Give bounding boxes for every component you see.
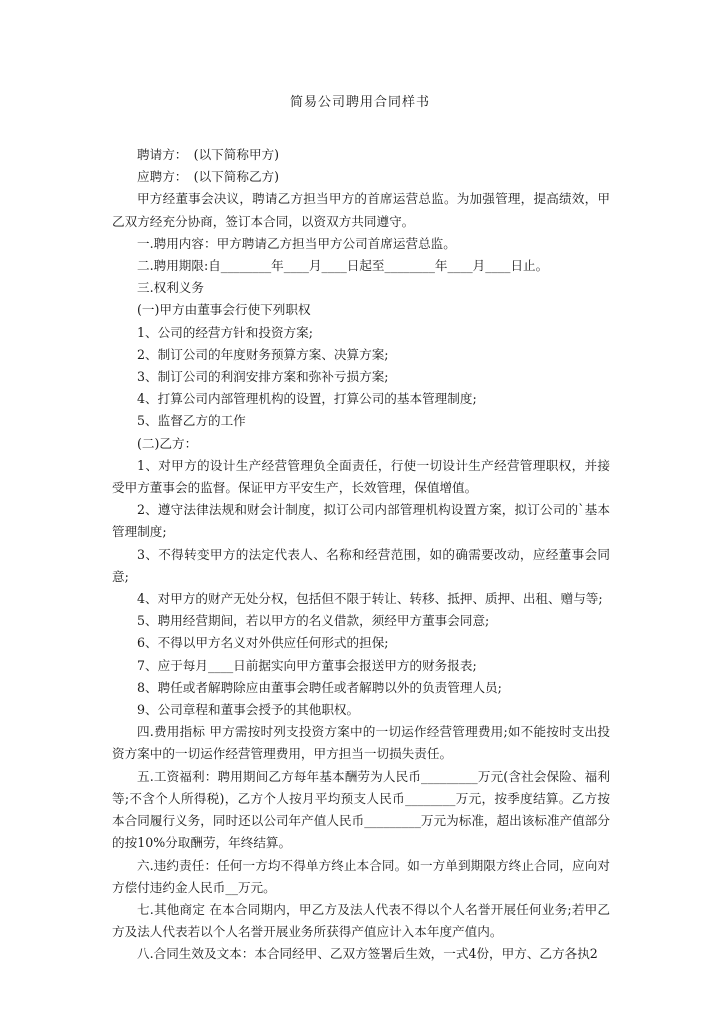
paragraph-b-item-3: 3、不得转变甲方的法定代表人、名称和经营范围，如的确需要改动，应经董事会同意; [112, 546, 610, 584]
paragraph-a-item-3: 3、制订公司的利润安排方案和弥补亏损方案; [137, 369, 389, 385]
paragraph-section-2: 二.聘用期限:自________年____月____日起至________年____月____日止。 [137, 258, 549, 274]
paragraph-section-6: 六.违约责任：任何一方均不得单方终止本合同。如一方单到期限方终止合同，应向对方偿付违约金人民币__万元。 [112, 857, 610, 895]
paragraph-subsection-a: (一)甲方由董事会行使下列职权 [137, 302, 311, 318]
paragraph-section-5: 五.工资福利：聘用期间乙方每年基本酬劳为人民币_________万元(含社会保险、福利等;不含个人所得税)，乙方个人按月平均预支人民币________万元，按季度结算。乙方按本合同履行义务，同时还以公司年产值人民币_________万元为标准，超出该标准产值部分的按10%分取酬劳，年终结算。 [112, 768, 610, 851]
paragraph-a-item-4: 4、打算公司内部管理机构的设置，打算公司的基本管理制度; [137, 391, 477, 407]
paragraph-section-8: 八.合同生效及文本：本合同经甲、乙双方签署后生效，一式4份，甲方、乙方各执2 [137, 946, 598, 962]
paragraph-b-item-7: 7、应于每月____日前据实向甲方董事会报送甲方的财务报表; [137, 657, 477, 673]
paragraph-b-item-1: 1、对甲方的设计生产经营管理负全面责任，行使一切设计生产经营管理职权，并接受甲方董事会的监督。保证甲方平安生产，长效管理，保值增值。 [112, 457, 610, 496]
paragraph-subsection-b: (二)乙方： [137, 435, 198, 451]
paragraph-b-item-2: 2、遵守法律法规和财会计制度，拟订公司内部管理机构设置方案，拟订公司的`基本管理制度; [112, 502, 610, 540]
paragraph-b-item-6: 6、不得以甲方名义对外供应任何形式的担保; [137, 635, 389, 651]
paragraph-employee: 应聘方： (以下简称乙方) [137, 169, 280, 185]
document-body [112, 144, 610, 966]
paragraph-b-item-4: 4、对甲方的财产无处分权，包括但不限于转让、转移、抵押、质押、出租、赠与等; [137, 591, 603, 607]
paragraph-a-item-2: 2、制订公司的年度财务预算方案、决算方案; [137, 346, 389, 362]
paragraph-section-3: 三.权利义务 [137, 280, 204, 296]
paragraph-employer: 聘请方： (以下简称甲方) [137, 147, 280, 162]
paragraph-section-1: 一.聘用内容：甲方聘请乙方担当甲方公司首席运营总监。 [137, 235, 456, 251]
paragraph-a-item-1: 1、公司的经营方针和投资方案; [137, 324, 313, 340]
paragraph-section-4: 四.费用指标 甲方需按时列支投资方案中的一切运作经营管理费用;如不能按时支出投资方案中的一切运作经营管理费用，甲方担当一切损失责任。 [112, 724, 610, 762]
document-title: 简易公司聘用合同样书 [289, 95, 430, 110]
paragraph-b-item-8: 8、聘任或者解聘除应由董事会聘任或者解聘以外的负责管理人员; [137, 679, 502, 695]
paragraph-b-item-9: 9、公司章程和董事会授予的其他职权。 [137, 702, 360, 718]
paragraph-section-7: 七.其他商定 在本合同期内，甲乙方及法人代表不得以个人名誉开展任何业务;若甲乙方及法人代表若以个人名誉开展业务所获得产值应计入本年度产值内。 [112, 901, 610, 940]
paragraph-a-item-5: 5、监督乙方的工作 [137, 413, 246, 429]
paragraph-b-item-5: 5、聘用经营期间，若以甲方的名义借款，须经甲方董事会同意; [137, 613, 490, 629]
paragraph-preamble: 甲方经董事会决议，聘请乙方担当甲方的首席运营总监。为加强管理，提高绩效，甲乙双方经充分协商，签订本合同，以资双方共同遵守。 [112, 191, 610, 229]
